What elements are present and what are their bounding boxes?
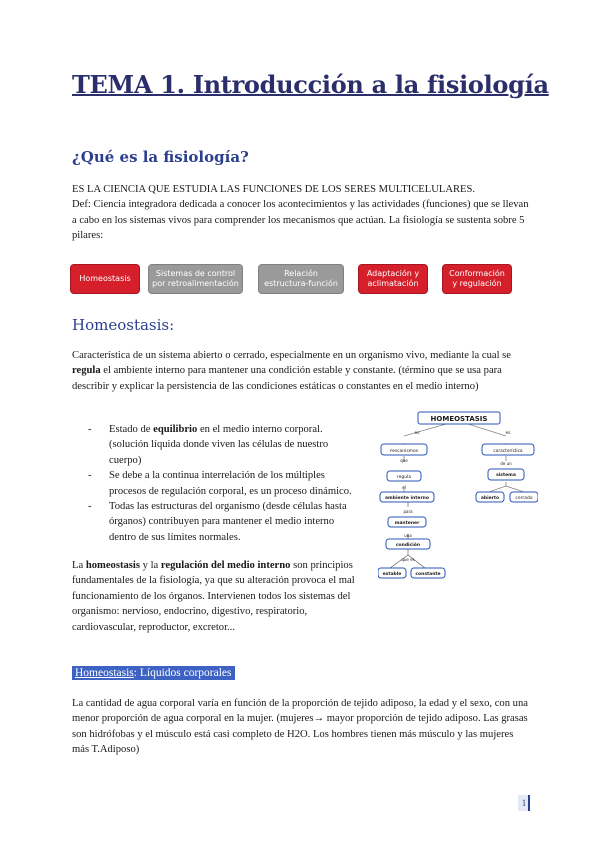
liquidos-paragraph: La cantidad de agua corporal varía en función de la proporción de tejido adiposo, la edad y el sexo, con una menor proporción de agua corporal en la mujer. (mujeres→ mayor proporción de tejido adiposo. Las grasas son hidrófobas y el músculo está casi completo de H2O. Los hombres tienen más músculo y las mujeres más T.Adiposo) [72,698,528,756]
svg-text:estable: estable [382,572,402,577]
svg-text:regula: regula [396,475,412,480]
page-title: TEMA 1. Introducción a la fisiología [72,70,549,99]
homeostasis-closing-paragraph: La homeostasis y la regulación del medio interno son principios fundamentales de la fisiología, ya que su alteración provoca el mal funcionamiento de los órganos. Intervienen todos los sistemas del organismo: nervioso, endocrino, digestivo, respiratorio, cardiovascular, reproductor, excretor... [72,560,355,633]
svg-text:que: que [400,458,408,463]
page-number: 1 [518,795,530,811]
homeostasis-concept-map [378,410,538,600]
list-item: - Estado de equilibrio en el medio interno corporal.(solución líquida donde viven las células de nuestro cuerpo) [88,424,329,466]
section-heading-que-es: ¿Qué es la fisiología? [72,148,249,166]
pillar-adaptacion: Adaptación y aclimatación [358,264,428,294]
svg-text:el: el [402,485,406,490]
intro-definition: Def: Ciencia integradora dedicada a conocer los acontecimientos y las actividades (funciones) que se llevan a cabo en los sistemas vivos para comprender los mecanismos que actúan. La fisiología se sustenta sobre 5 pilares: [72,199,529,242]
list-item: - Se debe a la continua interrelación de los múltiples procesos de regulación corporal, es un proceso dinámico. [88,470,352,497]
homeostasis-bullet-list [88,422,353,545]
pillar-estructura-funcion: Relación estructura-función [258,264,344,294]
svg-text:para: para [403,509,413,514]
diagram-root: HOMEOSTASIS [430,415,488,423]
subsection-heading-liquidos: Homeostasis: Líquidos corporales [72,666,235,680]
pillar-conformacion: Conformación y regulación [442,264,512,294]
svg-text:constante: constante [415,572,441,577]
svg-text:es: es [414,431,420,436]
intro-line-1: ES LA CIENCIA QUE ESTUDIA LAS FUNCIONES DE LOS SERES MULTICELULARES. [72,184,476,195]
svg-text:de un: de un [500,461,512,466]
homeostasis-description: Característica de un sistema abierto o cerrado, especialmente en un organismo vivo, mediante la cual se regula el ambiente interno para mantener una condición estable y constante. (término que se usa para describir y explicar la persistencia de las condiciones estáticas o constantes en el medio interno) [72,350,511,392]
svg-text:condición: condición [395,543,421,548]
pillar-sistemas-control: Sistemas de control por retroalimentación [148,264,243,294]
svg-text:característica: característica [493,449,523,454]
svg-text:una: una [404,533,412,538]
page-number-marker [528,795,530,811]
pillar-homeostasis: Homeostasis [70,264,140,294]
svg-text:sistema: sistema [496,473,516,478]
svg-text:es: es [505,431,511,436]
svg-text:abierto: abierto [480,496,500,501]
svg-text:ambiente interno: ambiente interno [385,496,429,501]
intro-paragraph [72,182,532,244]
list-item: - Todas las estructuras del organismo (desde células hasta órganos) contribuyen para mantener el medio interno dentro de sus límites normales. [88,501,347,543]
section-heading-homeostasis: Homeostasis: [72,316,175,334]
svg-text:mantener: mantener [394,521,420,526]
svg-text:mecanismos: mecanismos [389,449,419,454]
svg-text:cerrado: cerrado [515,496,533,501]
svg-text:que es: que es [401,557,415,562]
